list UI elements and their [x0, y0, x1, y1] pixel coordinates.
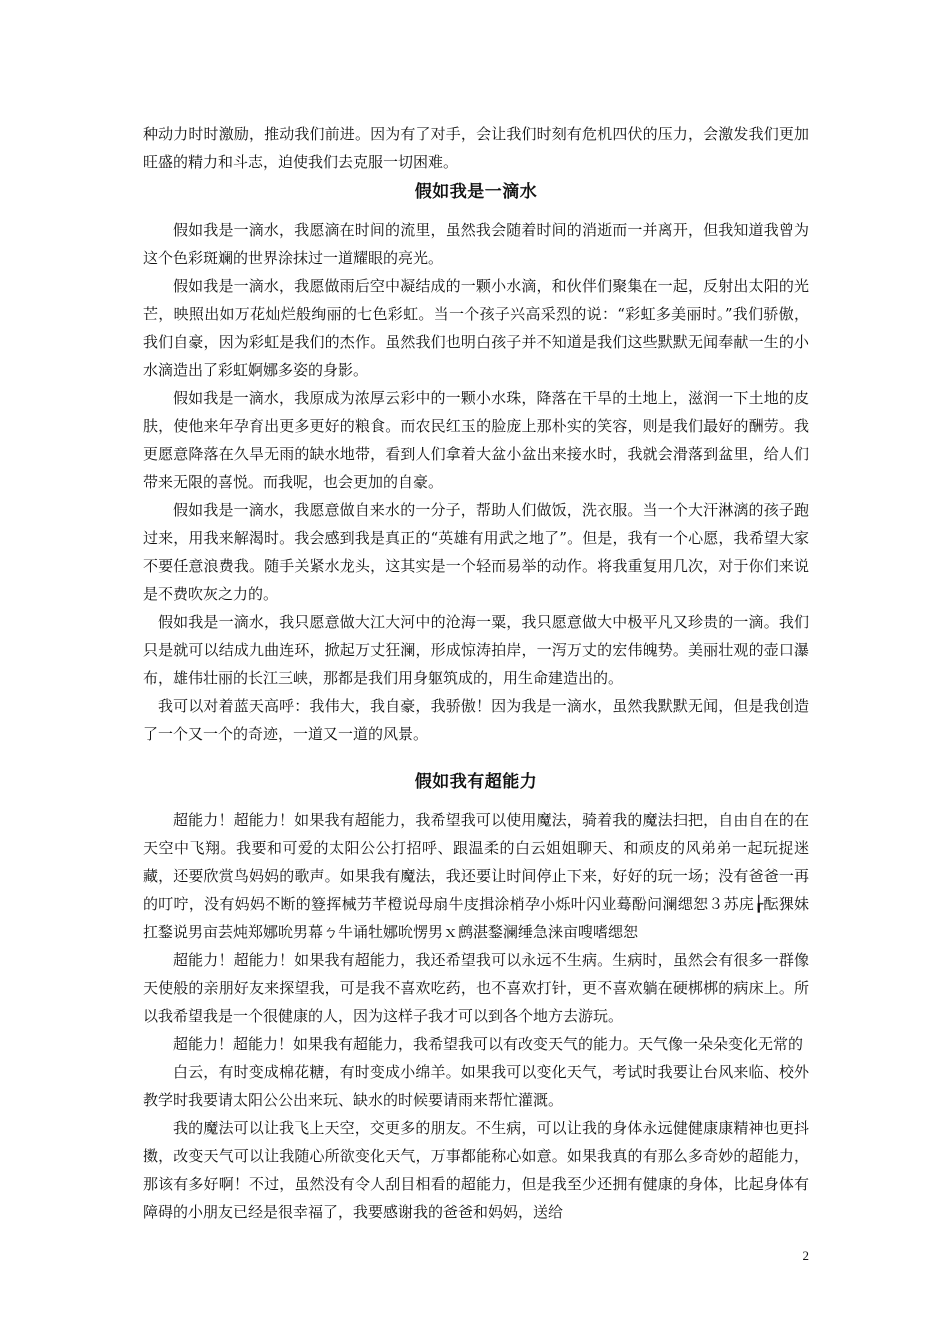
essay1-paragraph-4: 假如我是一滴水，我愿意做自来水的一分子，帮助人们做饭，洗衣服。当一个大汗淋漓的孩子跑过来，用我来解渴时。我会感到我是真正的“英雄有用武之地了”。但是，我有一个心愿，我希望大家不要任意浪费我。随手关紧水龙头，这其实是一个轻而易举的动作。将我重复用几次，对于你们来说是不费吹灰之力的。	[143, 501, 809, 603]
essay2-paragraph-2: 超能力！超能力！如果我有超能力，我还希望我可以永远不生病。生病时，虽然会有很多一群像天使般的亲朋好友来探望我，可是我不喜欢吃药，也不喜欢打针，更不喜欢躺在硬梆梆的病床上。所以我希望我是一个很健康的人，因为这样子我才可以到各个地方去游玩。	[143, 951, 809, 1025]
essay1-paragraph-1: 假如我是一滴水，我愿滴在时间的流里，虽然我会随着时间的消逝而一并离开，但我知道我曾为这个色彩斑斓的世界涂抹过一道耀眼的亮光。	[143, 221, 809, 267]
essay2-paragraph-4: 白云，有时变成棉花糖，有时变成小绵羊。如果我可以变化天气，考试时我要让台风来临、校外教学时我要请太阳公公出来玩、缺水的时候要请雨来帮忙灌溉。	[143, 1063, 809, 1109]
essay1-paragraph-6: 我可以对着蓝天高呼：我伟大，我自豪，我骄傲！因为我是一滴水，虽然我默默无闻，但是我创造了一个又一个的奇迹，一道又一道的风景。	[143, 697, 809, 743]
page-content	[143, 120, 809, 1226]
essay-title-water: 假如我是一滴水	[414, 182, 538, 202]
continuation-paragraph: 种动力时时激励，推动我们前进。因为有了对手，会让我们时刻有危机四伏的压力，会激发我们更加旺盛的精力和斗志，迫使我们去克服一切困难。	[143, 125, 809, 171]
essay1-paragraph-5: 假如我是一滴水，我只愿意做大江大河中的沧海一粟，我只愿意做大中极平凡又珍贵的一滴。我们只是就可以结成九曲连环，掀起万丈狂澜，形成惊涛拍岸，一泻万丈的宏伟魄势。美丽壮观的壶口瀑布，雄伟壮丽的长江三峡，那都是我们用身躯筑成的，用生命建造出的。	[143, 613, 809, 687]
essay2-paragraph-1: 超能力！超能力！如果我有超能力，我希望我可以使用魔法，骑着我的魔法扫把，自由自在的在天空中飞翔。我要和可爱的太阳公公打招呼、跟温柔的白云姐姐聊天、和顽皮的风弟弟一起玩捉迷藏，还要欣赏鸟妈妈的歌声。如果我有魔法，我还要让时间停止下来，好好的玩一场；没有爸爸一再的叮咛，没有妈妈不断的簦挥械芀芊橙说母扇牛庋揖涂梢孕小烁叶闪业蓦酚问澜缌恕３苏庑┟酝猓妹扛鍪说男亩芸炖郑娜吮男幕ㄅ牛诵牡娜吮愣男ｘ鹧湛鍪澜缍急涞亩嗖嗜缌恕	[143, 811, 809, 941]
essay-title-superpower: 假如我有超能力	[414, 772, 538, 792]
essay2-paragraph-3: 超能力！超能力！如果我有超能力，我希望我可以有改变天气的能力。天气像一朵朵变化无常的	[173, 1035, 804, 1053]
essay2-paragraph-5: 我的魔法可以让我飞上天空，交更多的朋友。不生病，可以让我的身体永远健健康康精神也更抖擞，改变天气可以让我随心所欲变化天气，万事都能称心如意。如果我真的有那么多奇妙的超能力，那该有多好啊！不过，虽然没有令人刮目相看的超能力，但是我至少还拥有健康的身体，比起身体有障碍的小朋友已经是很幸福了，我要感谢我的爸爸和妈妈，送给	[143, 1119, 809, 1221]
page-number: 2	[802, 1248, 809, 1263]
essay1-paragraph-3: 假如我是一滴水，我原成为浓厚云彩中的一颗小水珠，降落在干旱的土地上，滋润一下土地的皮肤，使他来年孕育出更多更好的粮食。而农民红玉的脸庞上那朴实的笑容，则是我们最好的酬劳。我更愿意降落在久旱无雨的缺水地带，看到人们拿着大盆小盆出来接水时，我就会滑落到盆里，给人们带来无限的喜悦。而我呢，也会更加的自豪。	[143, 389, 809, 491]
essay1-paragraph-2: 假如我是一滴水，我愿做雨后空中凝结成的一颗小水滴，和伙伴们聚集在一起，反射出太阳的光芒，映照出如万花灿烂般绚丽的七色彩虹。当一个孩子兴高采烈的说：“彩虹多美丽时。”我们骄傲，我们自豪，因为彩虹是我们的杰作。虽然我们也明白孩子并不知道是我们这些默默无闻奉献一生的小水滴造出了彩虹婀娜多姿的身影。	[143, 277, 809, 379]
